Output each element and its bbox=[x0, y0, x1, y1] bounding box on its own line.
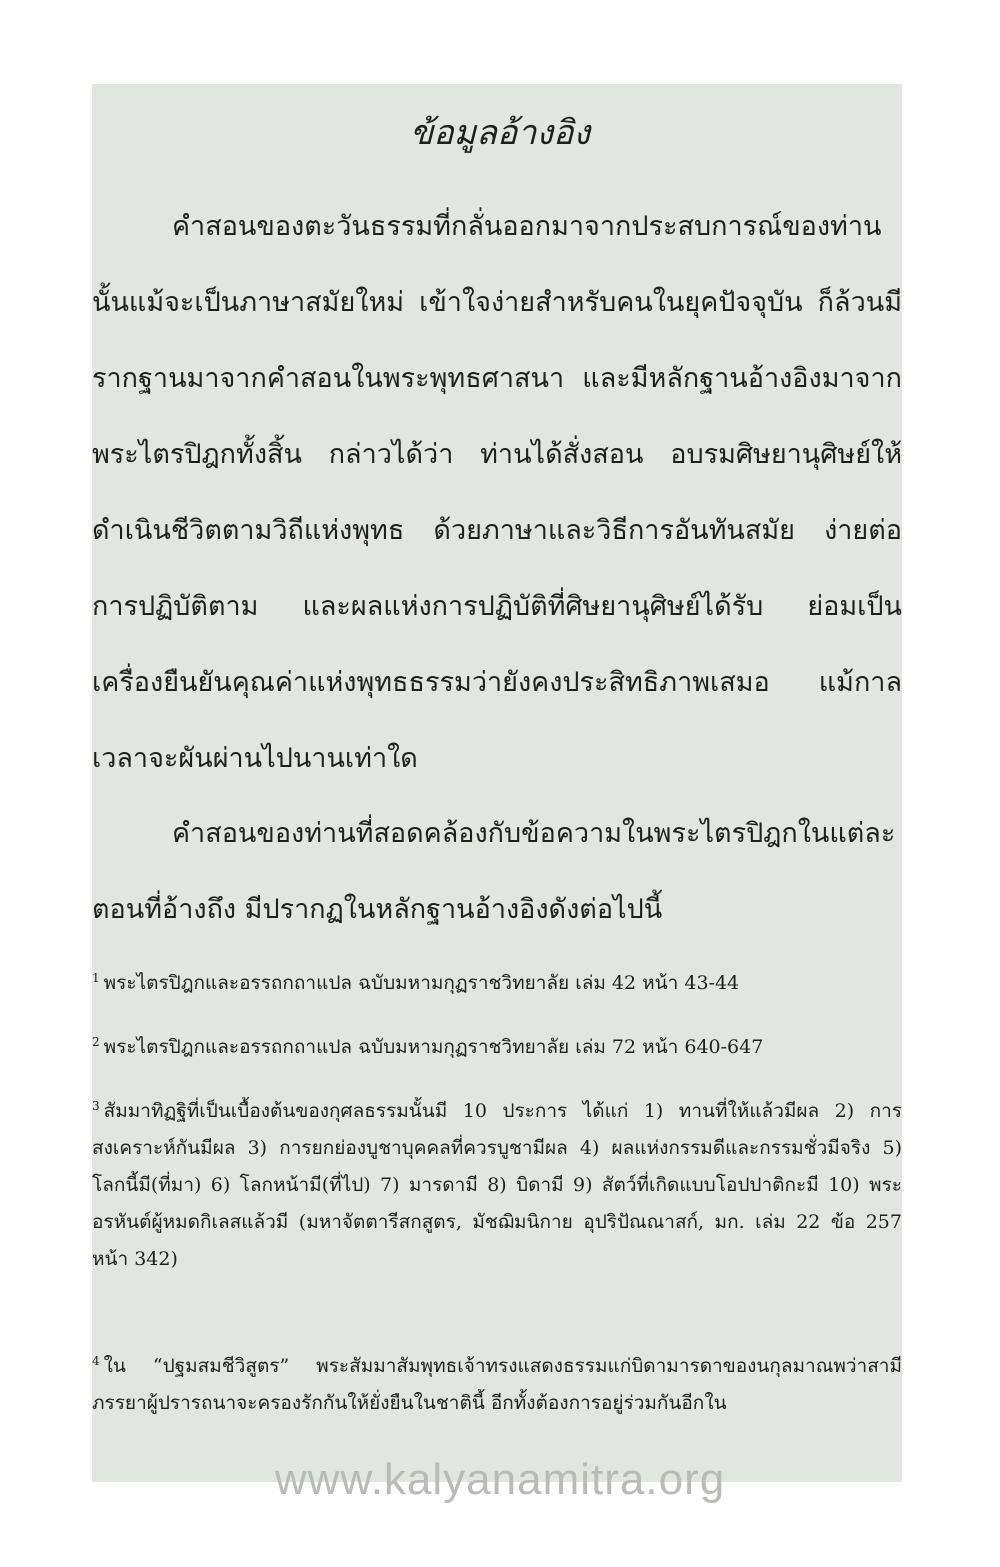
footnote-3-number: 3 bbox=[92, 1099, 100, 1113]
footnote-1-text: พระไตรปิฎกและอรรถกถาแปล ฉบับมหามกุฏราชวิทยาลัย เล่ม 42 หน้า 43-44 bbox=[103, 972, 740, 994]
footnote-4-number: 4 bbox=[92, 1354, 100, 1368]
footnote-1 bbox=[92, 965, 902, 1002]
footnote-2-text: พระไตรปิฎกและอรรถกถาแปล ฉบับมหามกุฏราชวิทยาลัย เล่ม 72 หน้า 640-647 bbox=[103, 1036, 764, 1058]
footnote-1-number: 1 bbox=[92, 971, 100, 985]
page-title: ข้อมูลอ้างอิง bbox=[409, 113, 591, 153]
footnote-2 bbox=[92, 1029, 902, 1066]
watermark-url: www.kalyanamitra.org bbox=[274, 1455, 726, 1504]
paragraph-1: คำสอนของตะวันธรรมที่กลั่นออกมาจากประสบการณ์ของท่านนั้นแม้จะเป็นภาษาสมัยใหม่ เข้าใจง่ายสำหรับคนในยุคปัจจุบัน ก็ล้วนมีรากฐานมาจากคำสอนในพระพุทธศาสนา และมีหลักฐานอ้างอิงมาจากพระไตรปิฎกทั้งสิ้น กล่าวได้ว่า ท่านได้สั่งสอน อบรมศิษยานุศิษย์ให้ดำเนินชีวิตตามวิถีแห่งพุทธ ด้วยภาษาและวิธีการอันทันสมัย ง่ายต่อการปฏิบัติตาม และผลแห่งการปฏิบัติที่ศิษยานุศิษย์ได้รับ ย่อมเป็นเครื่องยืนยันคุณค่าแห่งพุทธธรรมว่ายังคงประสิทธิภาพเสมอ แม้กาลเวลาจะผันผ่านไปนานเท่าใด bbox=[92, 211, 902, 774]
footnote-3-text: สัมมาทิฏฐิที่เป็นเบื้องต้นของกุศลธรรมนั้นมี 10 ประการ ได้แก่ 1) ทานที่ให้แล้วมีผล 2) การสงเคราะห์กันมีผล 3) การยกย่องบูชาบุคคลที่ควรบูชามีผล 4) ผลแห่งกรรมดีและกรรมชั่วมีจริง 5) โลกนี้มี(ที่มา) 6) โลกหน้ามี(ที่ไป) 7) มารดามี 8) บิดามี 9) สัตว์ที่เกิดแบบโอปปาติกะมี 10) พระอรหันต์ผู้หมดกิเลสแล้วมี (มหาจัตตารีสกสูตร, มัชฌิมนิกาย อุปริปัณณาสก์, มก. เล่ม 22 ข้อ 257 หน้า 342) bbox=[92, 1100, 902, 1270]
footnote-4 bbox=[92, 1348, 902, 1422]
footnote-2-number: 2 bbox=[92, 1035, 100, 1049]
footnote-4-text: ใน “ปฐมสมชีวิสูตร” พระสัมมาสัมพุทธเจ้าทรงแสดงธรรมแก่บิดามารดาของนกุลมาณพว่าสามีภรรยาผู้ปรารถนาจะครองรักกันให้ยั่งยืนในชาตินี้ อีกทั้งต้องการอยู่ร่วมกันอีกใน bbox=[92, 1355, 902, 1414]
footnote-3 bbox=[92, 1093, 902, 1278]
paragraph-2: คำสอนของท่านที่สอดคล้องกับข้อความในพระไตรปิฎกในแต่ละตอนที่อ้างถึง มีปรากฏในหลักฐานอ้างอิงดังต่อไปนี้ bbox=[92, 818, 896, 925]
